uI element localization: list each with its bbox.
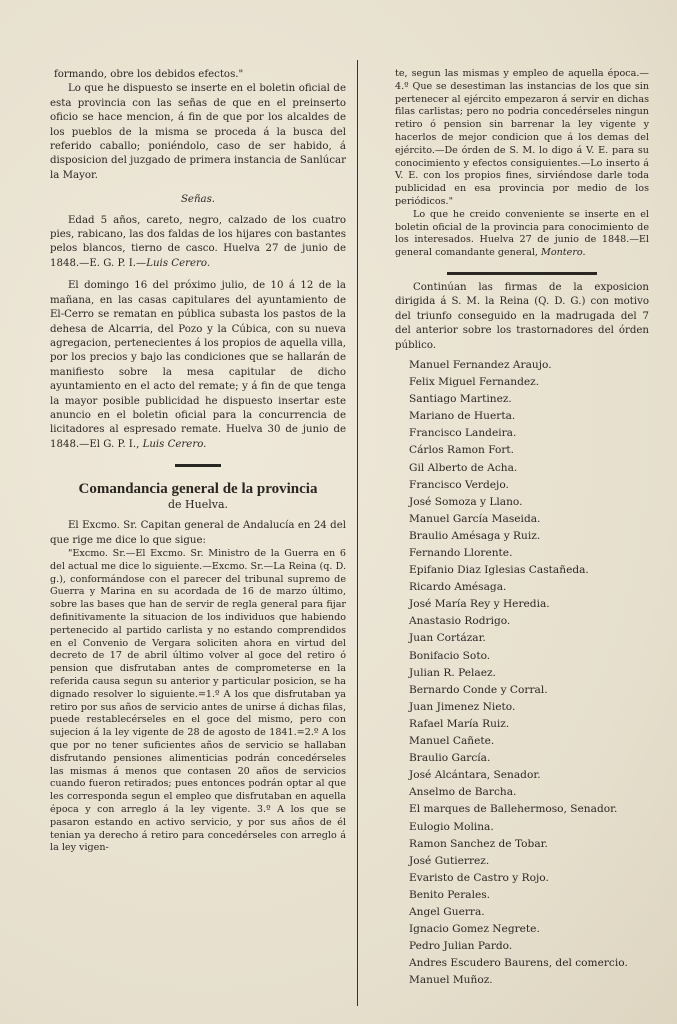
signature-name: Manuel Muñoz.: [409, 974, 493, 987]
signature-name: Felix Miguel Fernandez.: [409, 376, 540, 389]
signs-paragraph: [50, 214, 346, 272]
signs-signature: Luis Cerero.: [146, 257, 211, 269]
commandancia-intro: El Excmo. Sr. Capitan general de Andalucía en 24 del que rige me dice lo que sigue:: [50, 520, 346, 546]
signature-name: Ricardo Amésaga.: [409, 581, 507, 594]
signature-name: Anastasio Rodrigo.: [409, 615, 511, 628]
signatures-list: [395, 357, 649, 989]
commandancia-body: "Excmo. Sr.—El Excmo. Sr. Ministro de la Guerra en 6 del actual me dice lo siguiente.—Excmo. Sr.—La Reina (q. D. g.), conformándose con el parecer del tribunal supremo de Guerra y Marina en su acordada de 16 de marzo último, sobre las bases que han de servir de regla general para fijar definitivamente la situacion de los individuos que habiendo pertenecido al partido carlista y no estando comprendidos en el Convenio de Vergara soliciten ahora en virtud del decreto de 17 de abril último volver al goce del retiro ó pension que disfrutaban antes de comprometerse en la referida causa segun su anterior y particular posicion, se ha dignado resolver lo siguiente.=1.º A los que disfrutaban ya retiro por sus años de servicio antes de unirse á dichas filas, puede restablecérseles en el goce del mismo, pero con sujecion á la ley vigente de 28 de agosto de 1841.=2.º A los que por no tener suficientes años de servicio se hallaban disfrutando pensiones alimenticias podrán concedérseles las mismas á menos que contasen 20 años de servicios cuando fueron retirados; pues entonces podrán optar al que les corresponda segun el empleo que disfrutaban en aquella época y con arreglo á la ley vigente. 3.º A los que se pasaron estando en activo servicio, y por sus años de él tenian ya derecho á retiro para concedérseles con arreglo á la ley vigen-: [50, 547, 346, 854]
signature-name: Mariano de Huerta.: [409, 410, 516, 423]
signature-name: Braulio Amésaga y Ruiz.: [409, 529, 541, 542]
signature-name: Epifanio Diaz Iglesias Castañeda.: [409, 564, 589, 577]
signature-name: Pedro Julian Pardo.: [409, 940, 513, 953]
right-column: [395, 68, 649, 989]
signature-name: Bonifacio Soto.: [409, 649, 491, 662]
signature-name: Gil Alberto de Acha.: [409, 461, 518, 474]
signature-name: José Somoza y Llano.: [409, 495, 523, 508]
signature-name: Rafael María Ruiz.: [409, 717, 510, 730]
section-subheading: de Huelva.: [167, 498, 229, 512]
signature-name: Juan Cortázar.: [409, 632, 486, 645]
closing-signature: Montero.: [541, 247, 586, 259]
column-divider: [357, 60, 358, 1006]
section-heading: Comandancia general de la provincia: [78, 481, 318, 498]
signature-name: José Gutierrez.: [409, 854, 490, 867]
auction-signature: Luis Cerero.: [142, 438, 207, 450]
signature-name: El marques de Ballehermoso, Senador.: [409, 803, 618, 816]
paragraph-insert-notice: Lo que he dispuesto se inserte en el boletin oficial de esta provincia con las señas de que en el preinserto oficio se hace mencion, á fin de que por los alcaldes de los pueblos de la misma se proceda á la busca del referido caballo; poniéndolo, caso de ser habido, á disposicion del juzgado de primera instancia de Sanlúcar la Mayor.: [50, 83, 346, 181]
signature-name: Ramon Sanchez de Tobar.: [409, 837, 548, 850]
signature-name: Evaristo de Castro y Rojo.: [409, 871, 549, 884]
signature-name: José María Rey y Heredia.: [409, 598, 550, 611]
auction-text: El domingo 16 del próximo julio, de 10 á 12 de la mañana, en las casas capitulares del ayuntamiento de El-Cerro se rematan en pública subasta los pastos de la dehesa de Alcarria, del Pozo y la Cúbica, con su nueva agregacion, pertenecientes á los propios de aquella villa, por los precios y bajo las condiciones que se hallarán de manifiesto sobre la mesa capitular de dicho ayuntamiento en el acto del remate; y á fin de que tenga la mayor posible publicidad he dispuesto insertar este anuncio en el boletin oficial para la concurrencia de licitadores al espresado remate. Huelva 30 de junio de 1848.—El G. P. I.,: [50, 280, 346, 450]
signature-name: Bernardo Conde y Corral.: [409, 683, 548, 696]
signature-name: José Alcántara, Senador.: [409, 769, 541, 782]
signs-text: Edad 5 años, careto, negro, calzado de los cuatro pies, rabicano, las dos faldas de los hijares con bastantes pelos blancos, tierno de casco. Huelva 27 de junio de 1848.—E. G. P. I.—: [50, 214, 346, 269]
section-divider-right: [447, 272, 597, 275]
signature-name: Andres Escudero Baurens, del comercio.: [409, 957, 628, 970]
signature-name: Angel Guerra.: [409, 905, 485, 918]
signature-name: Anselmo de Barcha.: [409, 786, 517, 799]
signature-name: Manuel Cañete.: [409, 735, 495, 748]
signature-name: Eulogio Molina.: [409, 820, 494, 833]
auction-paragraph: [50, 279, 346, 452]
signature-name: Cárlos Ramon Fort.: [409, 444, 515, 457]
signature-name: Santiago Martinez.: [409, 393, 512, 406]
signature-name: Francisco Landeira.: [409, 427, 517, 440]
signature-name: Braulio García.: [409, 752, 491, 765]
continued-text: formando, obre los debidos efectos.": [54, 69, 244, 80]
closing-paragraph: [395, 209, 649, 260]
signature-name: Manuel Fernandez Araujo.: [409, 358, 552, 371]
left-column: [50, 68, 346, 855]
signs-title: Señas.: [180, 194, 216, 206]
signature-name: Francisco Verdejo.: [409, 478, 509, 491]
signature-name: Fernando Llorente.: [409, 547, 513, 560]
section-divider: [175, 464, 221, 467]
closing-text: Lo que he creido conveniente se inserte en el boletin oficial de la provincia para conocimiento de los interesados. Huelva 27 de junio de 1848.—El general comandante general,: [395, 208, 649, 259]
signature-name: Ignacio Gomez Negrete.: [409, 923, 540, 936]
signature-name: Julian R. Pelaez.: [409, 666, 496, 679]
signature-name: Benito Perales.: [409, 888, 491, 901]
continuation-text: te, segun las mismas y empleo de aquella época.—4.º Que se desestiman las instancias de los que sin pertenecer al ejército empezaron á servir en dichas filas carlistas; pero no podria concedérseles ningun retiro ó pension sin barrenar la ley vigente y hacerlos de mejor condicion que á los demas del ejército.—De órden de S. M. lo digo á V. E. para su conocimiento y efectos consiguientes.—Lo inserto á V. E. con los propios fines, sirviéndose darle toda publicidad en esa provincia por medio de los periódicos.": [395, 68, 649, 207]
signature-name: Juan Jimenez Nieto.: [409, 700, 516, 713]
signatures-intro: Continúan las firmas de la exposicion dirigida á S. M. la Reina (Q. D. G.) con motivo del triunfo conseguido en la madrugada del 7 del anterior sobre los trastornadores del órden público.: [395, 281, 649, 351]
signature-name: Manuel García Maseida.: [409, 512, 541, 525]
